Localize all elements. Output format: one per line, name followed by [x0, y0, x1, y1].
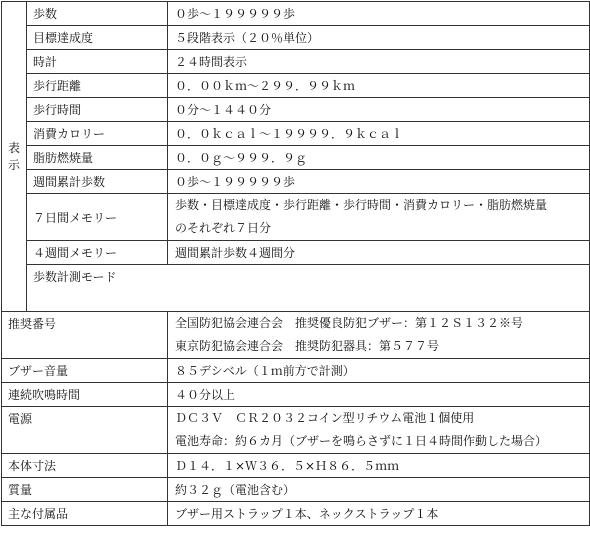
row-label: 質量: [2, 478, 168, 502]
row-label: ブザー音量: [2, 359, 168, 383]
row-label: 週間累計歩数: [27, 170, 168, 194]
spec-row-dimensions: [2, 454, 590, 478]
row-label: 歩行時間: [27, 98, 168, 122]
row-value-line: 歩数・目標達成度・歩行距離・歩行時間・消費カロリー・脂肪燃焼量: [175, 198, 548, 212]
row-value: ４０分以上: [168, 383, 590, 407]
row-label: 電源: [2, 407, 168, 454]
spec-row-7day-memory: [2, 194, 590, 241]
row-value: [168, 407, 590, 454]
spec-row-recommend-no: [2, 312, 590, 359]
row-value: 週間累計歩数４週間分: [168, 241, 590, 265]
row-label: 推奨番号: [2, 312, 168, 359]
row-value: ５段階表示（２０％単位）: [168, 26, 590, 50]
row-value: ０歩～１９９９９９歩: [168, 2, 590, 26]
row-label: ４週間メモリー: [27, 241, 168, 265]
spec-row-weekly-steps: [2, 170, 590, 194]
row-value-line: 電池寿命：約６カ月（ブザーを鳴らさずに１日４時間作動した場合）: [175, 434, 548, 448]
spec-row-buzzer-volume: [2, 359, 590, 383]
row-value-line: ＤＣ３Ｖ ＣＲ２０３２コイン型リチウム電池１個使用: [175, 411, 475, 425]
spec-row-step-mode: [2, 265, 590, 312]
row-label: 連続吹鳴時間: [2, 383, 168, 407]
row-value-line: のそれぞれ７日分: [175, 221, 272, 235]
row-label: 消費カロリー: [27, 122, 168, 146]
spec-row-sound-duration: [2, 383, 590, 407]
row-value-line: 東京防犯協会連合会 推奨防犯器具：第５７７号: [175, 339, 440, 353]
display-group-char-2: 示: [7, 157, 20, 172]
display-group-label: [2, 2, 27, 312]
spec-row-distance: [2, 74, 590, 98]
row-label: 脂肪燃焼量: [27, 146, 168, 170]
row-label: 本体寸法: [2, 454, 168, 478]
row-label: ７日間メモリー: [27, 194, 168, 241]
row-label: 歩行距離: [27, 74, 168, 98]
row-value: ０．０ｋｃａｌ～１９９９９．９ｋｃａｌ: [168, 122, 590, 146]
spec-row-walk-time: [2, 98, 590, 122]
row-value: ０分～１４４０分: [168, 98, 590, 122]
row-label: 主な付属品: [2, 502, 168, 526]
spec-table: [1, 1, 590, 526]
row-value: Ｄ１４．１×Ｗ３６．５×Ｈ８６．５ｍｍ: [168, 454, 590, 478]
spec-row-weight: [2, 478, 590, 502]
row-label: 歩数計測モード: [27, 265, 590, 312]
spec-row-calories: [2, 122, 590, 146]
display-group-char-1: 表: [7, 140, 20, 155]
spec-row-clock: [2, 50, 590, 74]
row-value: 約３２ｇ（電池含む）: [168, 478, 590, 502]
row-value: [168, 194, 590, 241]
spec-row-goal: [2, 26, 590, 50]
row-value: ０．００ｋｍ～２９９．９９ｋｍ: [168, 74, 590, 98]
row-value: ２４時間表示: [168, 50, 590, 74]
row-value: ０歩～１９９９９９歩: [168, 170, 590, 194]
spec-row-fat-burn: [2, 146, 590, 170]
row-label: 歩数: [27, 2, 168, 26]
row-value: [168, 312, 590, 359]
row-value: ０．０ｇ～９９９．９ｇ: [168, 146, 590, 170]
row-value: ８５デシベル（１ｍ前方で計測）: [168, 359, 590, 383]
spec-row-power: [2, 407, 590, 454]
spec-row-steps: [2, 2, 590, 26]
row-label: 目標達成度: [27, 26, 168, 50]
row-value: ブザー用ストラップ１本、ネックストラップ１本: [168, 502, 590, 526]
spec-row-accessories: [2, 502, 590, 526]
row-label: 時計: [27, 50, 168, 74]
spec-row-4week-memory: [2, 241, 590, 265]
row-value-line: 全国防犯協会連合会 推奨優良防犯ブザー：第１２Ｓ１３２※号: [175, 316, 524, 330]
